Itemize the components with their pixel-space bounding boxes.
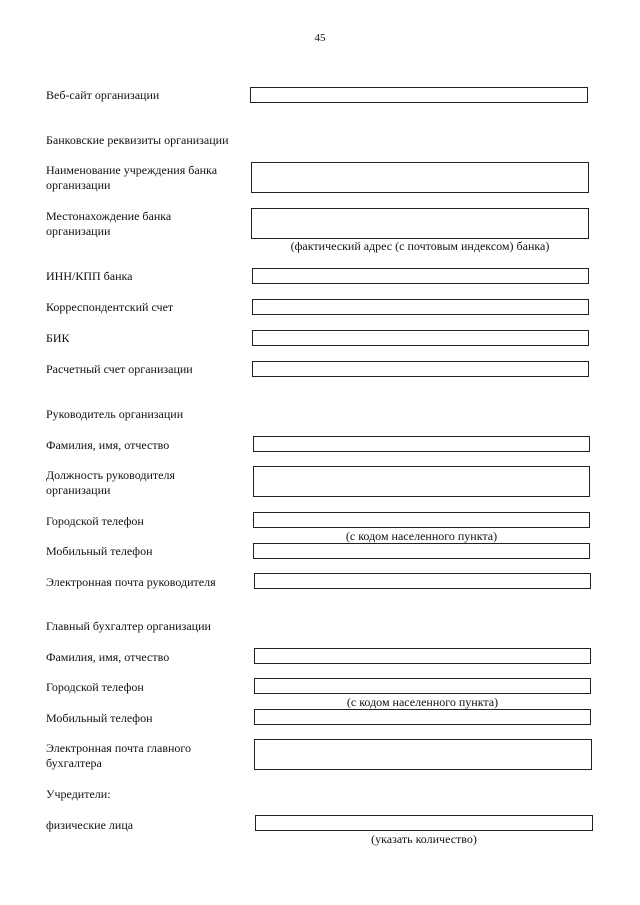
head-fio-label: Фамилия, имя, отчество (46, 438, 170, 452)
bank-details-heading: Банковские реквизиты организации (46, 133, 229, 147)
head-position-field[interactable] (253, 466, 590, 497)
individuals-label: физические лица (46, 818, 134, 832)
corr-account-label: Корреспондентский счет (46, 300, 174, 314)
acc-fio-label: Фамилия, имя, отчество (46, 650, 170, 664)
bank-name-label: Наименование учреждения банка организации (46, 163, 218, 192)
head-city-phone-label: Городской телефон (46, 514, 144, 528)
bank-location-label: Местонахождение банка организации (46, 209, 172, 238)
head-heading: Руководитель организации (46, 407, 184, 421)
bank-location-field[interactable] (251, 208, 589, 239)
page-number: 45 (314, 32, 326, 44)
bik-field[interactable] (252, 330, 589, 346)
bank-inn-kpp-field[interactable] (252, 268, 589, 284)
acc-phone-code-note: (с кодом населенного пункта) (346, 695, 499, 709)
head-email-label: Электронная почта руководителя (46, 575, 216, 589)
head-email-field[interactable] (254, 573, 591, 589)
corr-account-field[interactable] (252, 299, 589, 315)
settlement-account-field[interactable] (252, 361, 589, 377)
acc-city-phone-field[interactable] (254, 678, 591, 694)
bik-label: БИК (46, 331, 70, 345)
individuals-count-field[interactable] (255, 815, 593, 831)
website-field[interactable] (250, 87, 588, 103)
acc-email-label: Электронная почта главного бухгалтера (46, 741, 192, 770)
bank-inn-kpp-label: ИНН/КПП банка (46, 269, 133, 283)
head-mobile-phone-field[interactable] (253, 543, 590, 559)
head-fio-field[interactable] (253, 436, 590, 452)
head-city-phone-field[interactable] (253, 512, 590, 528)
bank-address-note: (фактический адрес (с почтовым индексом) банка) (290, 239, 550, 253)
acc-fio-field[interactable] (254, 648, 591, 664)
founders-heading: Учредители: (46, 787, 111, 801)
head-position-label: Должность руководителя организации (46, 468, 175, 497)
bank-name-field[interactable] (251, 162, 589, 193)
acc-mobile-phone-label: Мобильный телефон (46, 711, 153, 725)
settlement-account-label: Расчетный счет организации (46, 362, 193, 376)
head-phone-code-note: (с кодом населенного пункта) (345, 529, 498, 543)
head-mobile-phone-label: Мобильный телефон (46, 544, 153, 558)
chief-accountant-heading: Главный бухгалтер организации (46, 619, 211, 633)
acc-mobile-phone-field[interactable] (254, 709, 591, 725)
acc-city-phone-label: Городской телефон (46, 680, 144, 694)
acc-email-field[interactable] (254, 739, 592, 770)
count-note: (указать количество) (371, 832, 477, 846)
website-label: Веб-сайт организации (46, 88, 160, 102)
